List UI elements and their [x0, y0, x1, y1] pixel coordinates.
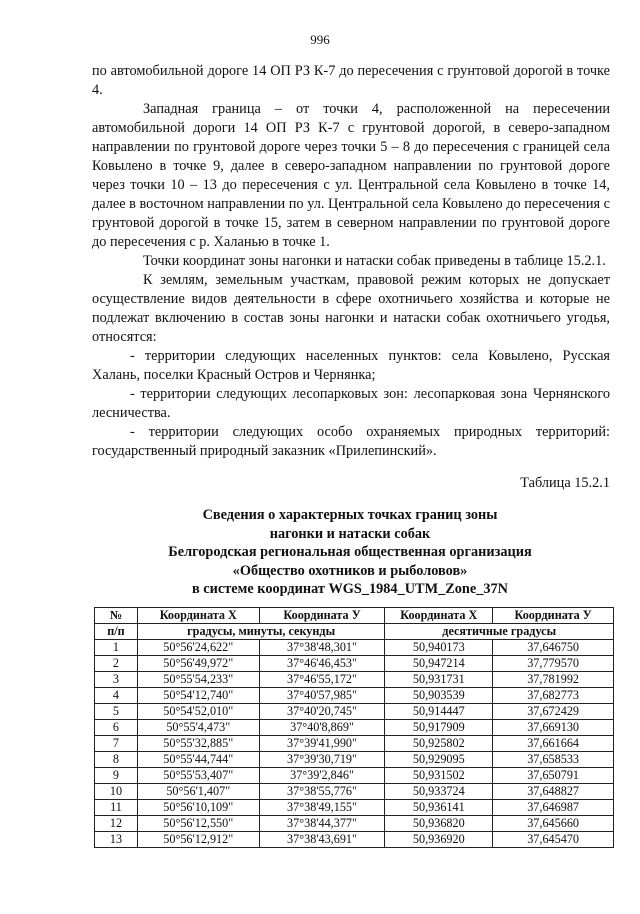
cell-coord-y-dms: 37°39'30,719" — [259, 752, 385, 768]
paragraph-points-reference: Точки координат зоны нагонки и натаски собак приведены в таблице 15.2.1. — [143, 253, 606, 269]
table-row — [95, 800, 614, 816]
header-num: № — [95, 608, 138, 624]
cell-coord-x-dms: 50°56'12,912" — [137, 832, 259, 848]
list-item-forest-park: - территории следующих лесопарковых зон: лесопарковая зона Чернянского лесничества. — [92, 386, 610, 421]
table-row — [95, 688, 614, 704]
cell-coord-y-decimal: 37,645470 — [493, 832, 614, 848]
cell-coord-y-dms: 37°40'57,985" — [259, 688, 385, 704]
cell-coord-x-decimal: 50,903539 — [385, 688, 493, 704]
cell-point-number: 12 — [95, 816, 138, 832]
cell-point-number: 3 — [95, 672, 138, 688]
cell-coord-y-decimal: 37,682773 — [493, 688, 614, 704]
cell-coord-y-dms: 37°40'20,745" — [259, 704, 385, 720]
cell-coord-x-decimal: 50,929095 — [385, 752, 493, 768]
coordinates-table — [94, 607, 614, 848]
list-item-settlements: - территории следующих населенных пунктов: села Ковылено, Русская Халань, поселки Красный Остров и Чернянка; — [92, 348, 610, 383]
header-coord-x: Координата X — [137, 608, 259, 624]
cell-point-number: 9 — [95, 768, 138, 784]
cell-coord-x-decimal: 50,936920 — [385, 832, 493, 848]
table-row — [95, 656, 614, 672]
cell-coord-x-decimal: 50,914447 — [385, 704, 493, 720]
cell-coord-x-dms: 50°56'24,622" — [137, 640, 259, 656]
cell-coord-y-dms: 37°38'55,776" — [259, 784, 385, 800]
table-caption: Таблица 15.2.1 — [520, 475, 610, 491]
cell-coord-y-dms: 37°38'43,691" — [259, 832, 385, 848]
paragraph-western-border: Западная граница – от точки 4, расположенной на пересечении автомобильной дороги 14 ОП РЗ К-7 с грунтовой дорогой, в северо-западном направлении по грунтовой дороге через точки 5 – 8 до пересечения с границей села Ковылено в точке 9, далее в северо-западном направлении по грунтовой дороге через точки 10 – 13 до пересечения с ул. Центральной села Ковылено в точке 14, далее в восточном направлении по ул. Центральной села Ковылено до пересечения с грунтовой дорогой в точке 15, затем в северном направлении по грунтовой дороге до пересечения с р. Халанью в точке 1. — [92, 101, 610, 250]
table-row — [95, 704, 614, 720]
cell-coord-x-dms: 50°56'49,972" — [137, 656, 259, 672]
table-body — [95, 640, 614, 848]
paragraph: по автомобильной дороге 14 ОП РЗ К-7 до пересечения с грунтовой дорогой в точке 4. — [92, 63, 610, 98]
cell-coord-x-dms: 50°54'12,740" — [137, 688, 259, 704]
list-item-protected-areas: - территории следующих особо охраняемых природных территорий: государственный природный заказник «Прилепинский». — [92, 424, 610, 459]
table-title-line: нагонки и натаски собак — [269, 525, 431, 542]
cell-point-number: 6 — [95, 720, 138, 736]
cell-coord-x-dms: 50°56'1,407" — [137, 784, 259, 800]
cell-point-number: 2 — [95, 656, 138, 672]
table-row — [95, 816, 614, 832]
header-num-sub: п/п — [95, 624, 138, 640]
cell-coord-y-dms: 37°38'44,377" — [259, 816, 385, 832]
cell-coord-x-decimal: 50,917909 — [385, 720, 493, 736]
cell-coord-y-decimal: 37,781992 — [493, 672, 614, 688]
cell-coord-x-decimal: 50,940173 — [385, 640, 493, 656]
cell-coord-y-dms: 37°38'48,301" — [259, 640, 385, 656]
cell-coord-y-decimal: 37,669130 — [493, 720, 614, 736]
cell-coord-y-decimal: 37,779570 — [493, 656, 614, 672]
cell-point-number: 4 — [95, 688, 138, 704]
cell-coord-x-decimal: 50,947214 — [385, 656, 493, 672]
cell-coord-x-dms: 50°55'44,744" — [137, 752, 259, 768]
header-coord-y: Координата У — [259, 608, 385, 624]
header-coord-y-decimal: Координата У — [493, 608, 614, 624]
cell-point-number: 11 — [95, 800, 138, 816]
cell-point-number: 7 — [95, 736, 138, 752]
cell-coord-x-dms: 50°54'52,010" — [137, 704, 259, 720]
header-dms-units: градусы, минуты, секунды — [137, 624, 385, 640]
cell-point-number: 10 — [95, 784, 138, 800]
table-title — [120, 506, 580, 599]
cell-coord-x-decimal: 50,936141 — [385, 800, 493, 816]
cell-coord-y-dms: 37°39'41,990" — [259, 736, 385, 752]
body-text — [92, 62, 610, 461]
header-decimal-units: десятичные градусы — [385, 624, 614, 640]
table-row — [95, 640, 614, 656]
table-title-line: Сведения о характерных точках границ зоны — [202, 507, 498, 523]
table-title-line: в системе координат WGS_1984_UTM_Zone_37N — [192, 581, 508, 597]
cell-coord-x-decimal: 50,936820 — [385, 816, 493, 832]
cell-coord-y-dms: 37°39'2,846" — [259, 768, 385, 784]
cell-point-number: 1 — [95, 640, 138, 656]
cell-coord-y-decimal: 37,661664 — [493, 736, 614, 752]
cell-coord-y-decimal: 37,650791 — [493, 768, 614, 784]
cell-point-number: 8 — [95, 752, 138, 768]
cell-coord-y-dms: 37°40'8,869" — [259, 720, 385, 736]
cell-coord-x-dms: 50°55'4,473" — [137, 720, 259, 736]
table-title-line: Белгородская региональная общественная организация — [168, 544, 532, 560]
cell-coord-x-dms: 50°55'53,407" — [137, 768, 259, 784]
cell-coord-x-decimal: 50,931502 — [385, 768, 493, 784]
table-row — [95, 784, 614, 800]
page-number: 996 — [310, 32, 330, 47]
header-coord-x-decimal: Координата X — [385, 608, 493, 624]
cell-coord-y-decimal: 37,658533 — [493, 752, 614, 768]
paragraph-excluded-lands: К землям, земельным участкам, правовой режим которых не допускает осуществление видов деятельности в сфере охотничьего хозяйства и которые не подлежат включению в состав зоны нагонки и натаски собак охотничьего угодья, относятся: — [92, 272, 610, 345]
cell-coord-x-dms: 50°55'54,233" — [137, 672, 259, 688]
cell-coord-y-dms: 37°46'46,453" — [259, 656, 385, 672]
table-row — [95, 752, 614, 768]
cell-coord-y-decimal: 37,672429 — [493, 704, 614, 720]
cell-coord-x-decimal: 50,933724 — [385, 784, 493, 800]
cell-coord-x-decimal: 50,931731 — [385, 672, 493, 688]
cell-coord-x-dms: 50°56'10,109" — [137, 800, 259, 816]
cell-coord-x-dms: 50°55'32,885" — [137, 736, 259, 752]
cell-coord-x-dms: 50°56'12,550" — [137, 816, 259, 832]
cell-coord-y-dms: 37°38'49,155" — [259, 800, 385, 816]
cell-coord-y-decimal: 37,648827 — [493, 784, 614, 800]
cell-coord-y-dms: 37°46'55,172" — [259, 672, 385, 688]
table-row — [95, 736, 614, 752]
table-row — [95, 832, 614, 848]
table-row — [95, 672, 614, 688]
cell-coord-y-decimal: 37,645660 — [493, 816, 614, 832]
table-title-line: «Общество охотников и рыболовов» — [232, 562, 468, 579]
cell-coord-x-decimal: 50,925802 — [385, 736, 493, 752]
table-row — [95, 720, 614, 736]
table-row — [95, 768, 614, 784]
cell-point-number: 5 — [95, 704, 138, 720]
cell-coord-y-decimal: 37,646987 — [493, 800, 614, 816]
cell-coord-y-decimal: 37,646750 — [493, 640, 614, 656]
cell-point-number: 13 — [95, 832, 138, 848]
